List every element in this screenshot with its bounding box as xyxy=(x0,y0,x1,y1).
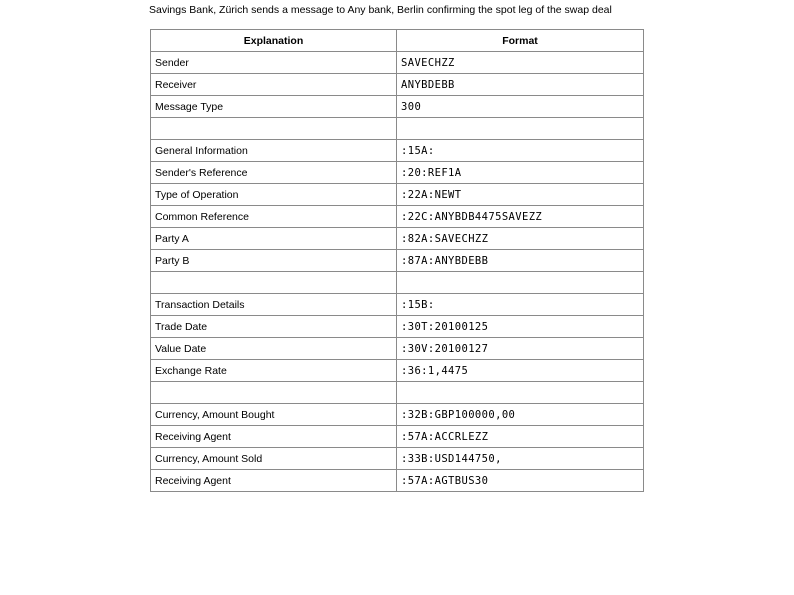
table-row xyxy=(151,294,644,316)
format-cell: :30V:20100127 xyxy=(397,338,644,360)
format-cell xyxy=(397,382,644,404)
format-cell: :22A:NEWT xyxy=(397,184,644,206)
explanation-cell: Receiving Agent xyxy=(151,470,397,492)
format-cell: :87A:ANYBDEBB xyxy=(397,250,644,272)
explanation-cell: Receiver xyxy=(151,74,397,96)
table-row xyxy=(151,96,644,118)
explanation-cell: Party A xyxy=(151,228,397,250)
format-cell: :33B:USD144750, xyxy=(397,448,644,470)
format-cell: :15A: xyxy=(397,140,644,162)
table-row xyxy=(151,74,644,96)
table-row xyxy=(151,52,644,74)
format-cell: :15B: xyxy=(397,294,644,316)
table-row xyxy=(151,162,644,184)
table-row xyxy=(151,448,644,470)
explanation-cell xyxy=(151,272,397,294)
table-row xyxy=(151,140,644,162)
explanation-cell: Trade Date xyxy=(151,316,397,338)
table-header-row xyxy=(151,30,644,52)
explanation-cell xyxy=(151,118,397,140)
explanation-cell: Value Date xyxy=(151,338,397,360)
table-row xyxy=(151,184,644,206)
column-header-explanation: Explanation xyxy=(151,30,397,52)
column-header-format: Format xyxy=(397,30,644,52)
explanation-cell: Party B xyxy=(151,250,397,272)
table-spacer-row xyxy=(151,118,644,140)
explanation-cell xyxy=(151,382,397,404)
format-cell: :36:1,4475 xyxy=(397,360,644,382)
explanation-cell: Transaction Details xyxy=(151,294,397,316)
table-row xyxy=(151,360,644,382)
format-cell: :32B:GBP100000,00 xyxy=(397,404,644,426)
format-cell: :20:REF1A xyxy=(397,162,644,184)
table-row xyxy=(151,426,644,448)
format-cell: 300 xyxy=(397,96,644,118)
table-row xyxy=(151,228,644,250)
explanation-cell: Exchange Rate xyxy=(151,360,397,382)
table-row xyxy=(151,338,644,360)
explanation-cell: General Information xyxy=(151,140,397,162)
explanation-cell: Sender's Reference xyxy=(151,162,397,184)
format-cell xyxy=(397,118,644,140)
explanation-cell: Receiving Agent xyxy=(151,426,397,448)
table-body xyxy=(151,52,644,492)
table-row xyxy=(151,316,644,338)
table-spacer-row xyxy=(151,272,644,294)
explanation-cell: Message Type xyxy=(151,96,397,118)
format-cell: :22C:ANYBDB4475SAVEZZ xyxy=(397,206,644,228)
caption: Savings Bank, Zürich sends a message to Any bank, Berlin confirming the spot leg of the swap deal xyxy=(149,4,612,16)
explanation-cell: Currency, Amount Bought xyxy=(151,404,397,426)
explanation-cell: Sender xyxy=(151,52,397,74)
format-cell: :30T:20100125 xyxy=(397,316,644,338)
table-spacer-row xyxy=(151,382,644,404)
table-row xyxy=(151,250,644,272)
message-table xyxy=(150,29,644,492)
table-row xyxy=(151,470,644,492)
explanation-cell: Currency, Amount Sold xyxy=(151,448,397,470)
format-cell: SAVECHZZ xyxy=(397,52,644,74)
format-cell xyxy=(397,272,644,294)
format-cell: :57A:ACCRLEZZ xyxy=(397,426,644,448)
explanation-cell: Type of Operation xyxy=(151,184,397,206)
format-cell: ANYBDEBB xyxy=(397,74,644,96)
explanation-cell: Common Reference xyxy=(151,206,397,228)
table-row xyxy=(151,206,644,228)
format-cell: :57A:AGTBUS30 xyxy=(397,470,644,492)
format-cell: :82A:SAVECHZZ xyxy=(397,228,644,250)
table-row xyxy=(151,404,644,426)
